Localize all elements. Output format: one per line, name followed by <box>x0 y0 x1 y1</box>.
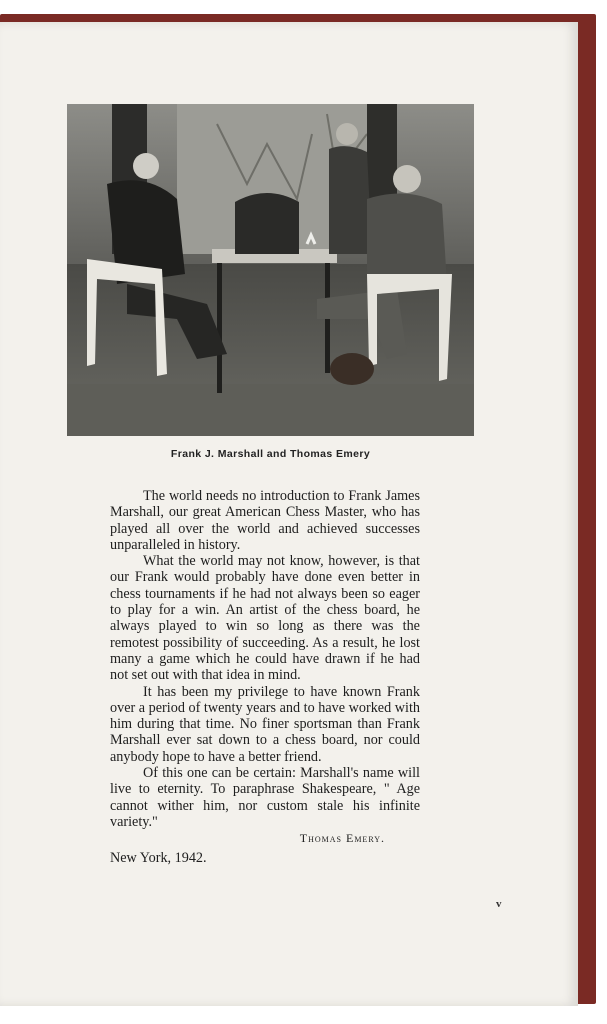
page-number: v <box>496 898 502 910</box>
paragraph: Of this one can be certain: Marshall's name will live to eternity. To paraphrase Shakespeare, " Age cannot wither him, nor custom stale his infinite variety." <box>110 765 420 830</box>
photograph-chess-players <box>67 104 474 436</box>
photo-caption: Frank J. Marshall and Thomas Emery <box>170 448 371 460</box>
paragraph: It has been my privilege to have known Frank over a period of twenty years and to have worked with him during that time. No finer sportsman than Frank Marshall ever sat down to a chess board, nor could anybody hope to have a better friend. <box>110 683 420 765</box>
place-date: New York, 1942. <box>110 849 207 866</box>
paragraph: What the world may not know, however, is that our Frank would probably have done even better in chess tournaments if he had not always been so eager to play for a win. An artist of the chess board, he always played to win so long as there was the remotest possibility of succeeding. As a result, he lost many a game which he could have drawn if he had not set out with that idea in mind. <box>110 553 420 684</box>
foreword-text <box>110 488 420 866</box>
paragraph: The world needs no introduction to Frank James Marshall, our great American Chess Master, who has played all over the world and achieved successes unparalleled in history. <box>110 488 420 553</box>
signature: Thomas Emery. <box>299 831 385 846</box>
